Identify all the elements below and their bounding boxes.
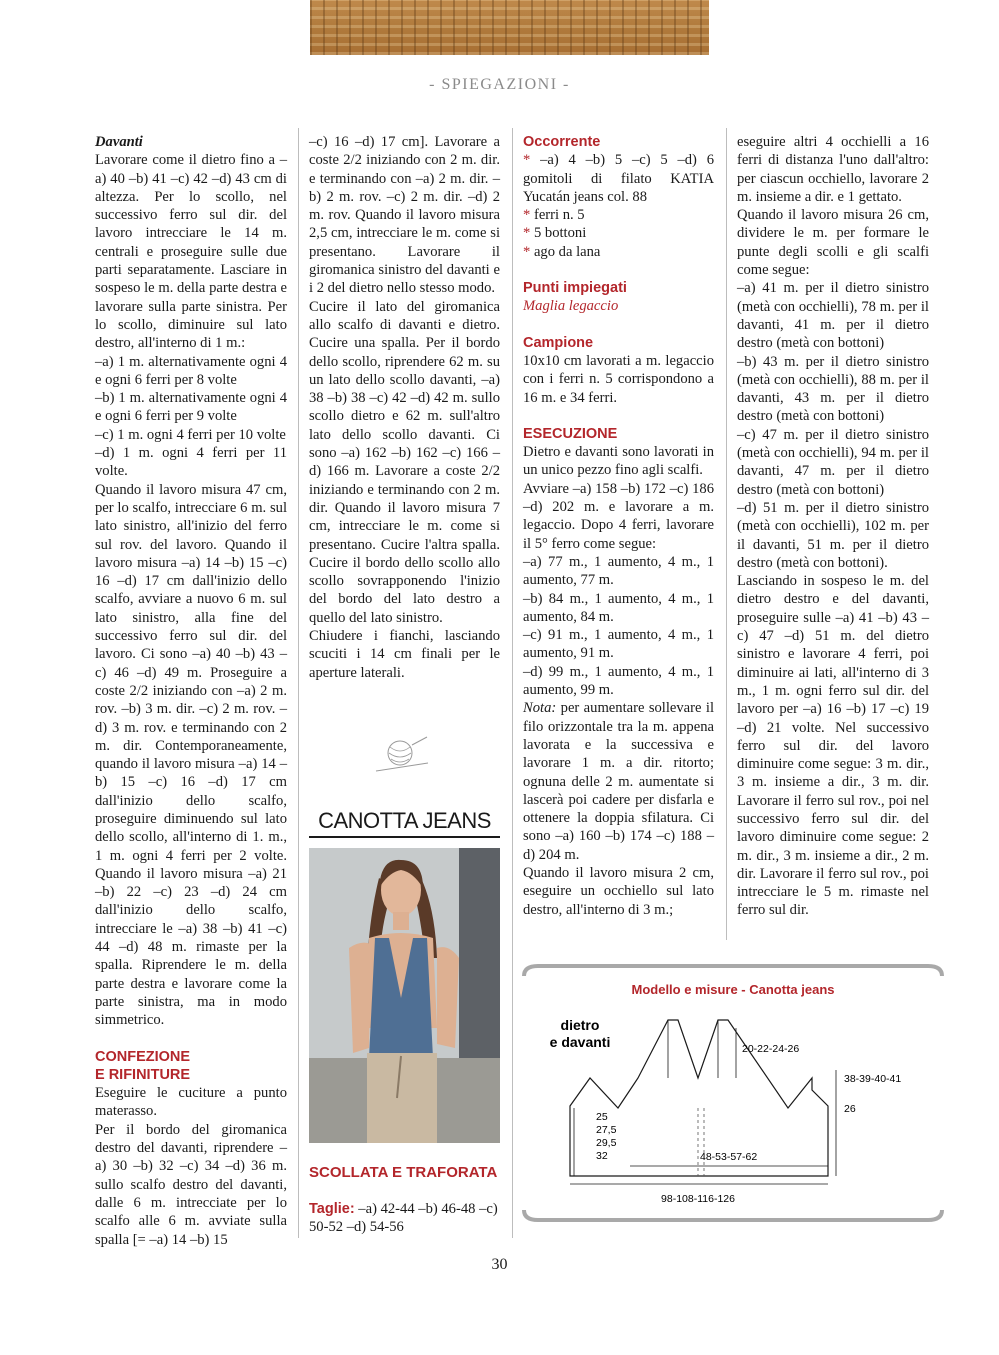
- punti-text: Maglia legaccio: [523, 298, 619, 315]
- column-3: [523, 133, 714, 919]
- pattern-title: CANOTTA JEANS: [309, 808, 500, 838]
- punti-heading: Punti impiegati: [523, 280, 627, 297]
- armhole-measure: 38-39-40-41: [844, 1073, 902, 1085]
- paragraph: Lasciando in sospeso le m. del dietro destro e del davanti, proseguire sulle –a) 41 –b) 43 –c) 47 –d) 51 m. del dietro sinistro e lavorare 4 ferri, poi diminuire ai lati, all'interno di 3 m., 1 m. ogni ferro sul dir. del lavoro per –a) 16 –b) 17 –c) 19 –d) 21 volte. Nel successivo ferro sul dir. del lavoro diminuire come segue: 3 m. dir., 3 m. insieme a dir., 3 m. dir. Lavorare il ferro sul rov., poi nel successivo ferro sul dir. del lavoro diminuire come segue: 2 m. dir., 3 m. insieme a dir., 2 m. dir. Lavorare il ferro sul rov., poi intrecciare le 5 m. rimaste nel ferro sul dir.: [737, 573, 929, 919]
- paragraph: –c) 91 m., 1 aumento, 4 m., 1 aumento, 91 m.: [523, 627, 714, 662]
- sizes-label: Taglie:: [309, 1201, 355, 1217]
- list-item: * –a) 4 –b) 5 –c) 5 –d) 6 gomitoli di filato KATIA Yucatán jeans col. 88: [523, 152, 714, 205]
- paragraph: Nota: per aumentare sollevare il filo orizzontale tra la m. appena lavorata e la successiva e lavorare 1 m. a dir. ritorto; ognuna delle 2 m. aumentate si lascerà poi cadere per disfarla e ottenere la doppia sfilatura. Ci sono –a) 160 –b) 174 –c) 188 –d) 204 m.: [523, 700, 714, 863]
- diagram-label: dietro: [560, 1017, 600, 1033]
- confezione-heading: CONFEZIONE: [95, 1048, 191, 1065]
- list-item: * ago da lana: [523, 243, 601, 260]
- front-measure: 48-53-57-62: [700, 1151, 758, 1163]
- diagram-title: Modello e misure - Canotta jeans: [631, 982, 835, 997]
- paragraph: Quando il lavoro misura 2 cm, eseguire un occhiello sul lato destro, all'interno di 3 m.;: [523, 864, 714, 918]
- paragraph: –c) 16 –d) 17 cm]. Lavorare a coste 2/2 iniziando con 2 m. dir. e terminando con –a) 2 m. dir. –b) 2 m. rov. –c) 2 m. dir. –d) 2 m. rov. Quando il lavoro misura 2,5 cm, intrecciare le m. come si presentano. Lavorare il giromanica sinistro del davanti e i 2 del dietro nello stesso modo.: [309, 134, 500, 297]
- list-item: * ferri n. 5: [523, 207, 585, 224]
- paragraph: –a) 77 m., 1 aumento, 4 m., 1 aumento, 77 m.: [523, 553, 714, 589]
- paragraph: –d) 1 m. ogni 4 ferri per 11 volte.: [95, 445, 287, 480]
- yarn-ball-icon: [372, 735, 432, 775]
- side-measure: 29,5: [596, 1137, 617, 1149]
- paragraph: –d) 51 m. per il dietro sinistro (metà con occhielli), 102 m. per il davanti, 51 m. per il dietro destro (metà con bottoni).: [737, 499, 929, 571]
- paragraph: –a) 1 m. alternativamente ogni 4 e ogni 6 ferri per 8 volte: [95, 353, 287, 388]
- paragraph: –b) 43 m. per il dietro sinistro (metà con occhielli), 88 m. per il davanti, 43 m. per il dietro destro (metà con bottoni): [737, 353, 929, 425]
- sizes-value: –a) 42-44 –b) 46-48 –c) 50-52 –d) 54-56: [309, 1201, 498, 1236]
- side-measure: 27,5: [596, 1124, 617, 1136]
- schematic-diagram: [518, 958, 948, 1228]
- strap-measure: 20-22-24-26: [742, 1043, 800, 1055]
- knit-texture-banner: [310, 0, 709, 55]
- diagram-label: e davanti: [549, 1034, 611, 1050]
- paragraph: –c) 47 m. per il dietro sinistro (metà con occhielli), 94 m. per il davanti, 47 m. per il dietro destro (metà con bottoni): [737, 426, 929, 498]
- column-divider: [298, 128, 299, 1238]
- paragraph: Quando il lavoro misura 26 cm, dividere le m. per formare le punte degli scolli e gli scalfi come segue:: [737, 207, 929, 279]
- confezione-heading-2: E RIFINITURE: [95, 1066, 191, 1083]
- width-measure: 98-108-116-126: [661, 1193, 735, 1205]
- esecuzione-heading: ESECUZIONE: [523, 425, 618, 442]
- column-2: [309, 133, 500, 682]
- paragraph: Cucire il lato del giromanica allo scalfo di davanti e dietro. Cucire una spalla. Per il bordo dello scollo, riprendere 62 m. su un lato dello scollo davanti, –a) 38 –b) 38 –c) 42 –d) 42 m. sullo scollo dietro e 62 m. sull'altro lato dello scollo davanti. Ci sono –a) 162 –b) 162 –c) 166 –d) 166 m. Lavorare a coste 2/2 iniziando e terminando con 2 m. dir. Quando il lavoro misura 7 cm, intrecciare le m. come si presentano. Cucire l'altra spalla. Cucire il bordo dello scollo allo scollo sovrapponendo l'inizio del bordo del lato destro a quello del lato sinistro.: [309, 298, 500, 626]
- side-measure: 25: [596, 1111, 608, 1123]
- pattern-subtitle: SCOLLATA E TRAFORATA: [309, 1164, 498, 1181]
- paragraph: –b) 1 m. alternativamente ogni 4 e ogni 6 ferri per 9 volte: [95, 390, 287, 425]
- sizes-line: [309, 1200, 500, 1237]
- paragraph: –a) 41 m. per il dietro sinistro (metà con occhielli), 78 m. per il davanti, 41 m. per il dietro destro (metà con bottoni): [737, 280, 929, 352]
- paragraph: Chiudere i fianchi, lasciando scuciti i 14 cm finali per le aperture laterali.: [309, 628, 500, 681]
- davanti-heading: Davanti: [95, 134, 143, 150]
- paragraph: Quando il lavoro misura 47 cm, per lo scalfo, intrecciare 6 m. sul lato sinistro, all'inizio del ferro sul rov. del lavoro. Quando il lavoro misura –a) 14 –b) 15 –c) 16 –d) 17 cm dall'inizio dello scalfo, avviare a nuovo 6 m. sul lato sinistro, alla fine del successivo ferro sul dir. del lavoro. Ci sono –a) 40 –b) 43 –c) 46 –d) 49 m. Proseguire a coste 2/2 iniziando con –a) 2 m. rov. –b) 3 m. dir. –c) 2 m. rov. –d) 3 m. rov. e terminando con 2 m. dir. Contemporaneamente, quando il lavoro misura –a) 14 –b) 15 –c) 16 –d) 17 cm dall'inizio dello scalfo, proseguire diminuendo sul lato dello scollo, all'interno di 1. m., 1 m. ogni 4 ferri per 2 volte. Quando il lavoro misura –a) 21 –b) 22 –c) 23 –d) 24 cm dall'inizio dello scalfo, intrecciare le –a) 38 –b) 41 –c) 44 –d) 48 m. rimaste per la spalla. Riprendere le m. della parte destra e lavorare come la parte sinistra, ma in modo simmetrico.: [95, 481, 287, 1029]
- model-photo: [309, 848, 500, 1143]
- height-measure: 26: [844, 1103, 856, 1115]
- paragraph: –d) 99 m., 1 aumento, 4 m., 1 aumento, 99 m.: [523, 663, 714, 699]
- column-1: [95, 133, 287, 1249]
- paragraph: Lavorare come il dietro fino a –a) 40 –b) 41 –c) 42 –d) 43 cm di altezza. Per lo scollo, nel successivo ferro sul dir. del lavoro intrecciare le 14 m. centrali e proseguire sulle due parti separatamente. Lasciare in sospeso le m. della parte destra e lavorare sulla parte sinistra. Per lo scollo, diminuire sul lato destro, all'interno di 1 m.:: [95, 152, 287, 352]
- paragraph: Avviare –a) 158 –b) 172 –c) 186 –d) 202 m. e lavorare a m. legaccio. Dopo 4 ferri, lavorare il 5° ferro come segue:: [523, 480, 714, 552]
- paragraph: 10x10 cm lavorati a m. legaccio con i ferri n. 5 corrispondono a 16 m. e 34 ferri.: [523, 352, 714, 406]
- column-divider: [726, 128, 727, 940]
- paragraph: Dietro e davanti sono lavorati in un unico pezzo fino agli scalfi.: [523, 444, 714, 479]
- paragraph: –c) 1 m. ogni 4 ferri per 10 volte: [95, 426, 286, 443]
- paragraph: Eseguire le cuciture a punto materasso.: [95, 1085, 287, 1120]
- campione-heading: Campione: [523, 334, 594, 351]
- column-divider: [512, 128, 513, 1238]
- section-title: - SPIEGAZIONI -: [429, 76, 570, 93]
- column-4: [737, 133, 929, 920]
- paragraph: eseguire altri 4 occhielli a 16 ferri di distanza l'uno dall'altro: per ciascun occhiello, lavorare 2 m. insieme a dir. e 1 gettato.: [737, 134, 929, 205]
- page-number: 30: [491, 1256, 508, 1273]
- list-item: * 5 bottoni: [523, 225, 587, 242]
- paragraph: –b) 84 m., 1 aumento, 4 m., 1 aumento, 84 m.: [523, 590, 714, 625]
- side-measure: 32: [596, 1150, 608, 1162]
- occorrente-heading: Occorrente: [523, 134, 601, 150]
- paragraph: Per il bordo del giromanica destro del davanti, riprendere –a) 30 –b) 32 –c) 34 –d) 36 m. sullo scalfo destro del davanti, dalle 6 m. intrecciate per lo scalfo alle 6 m. avviate sulla spalla [= –a) 14 –b) 15: [95, 1121, 287, 1248]
